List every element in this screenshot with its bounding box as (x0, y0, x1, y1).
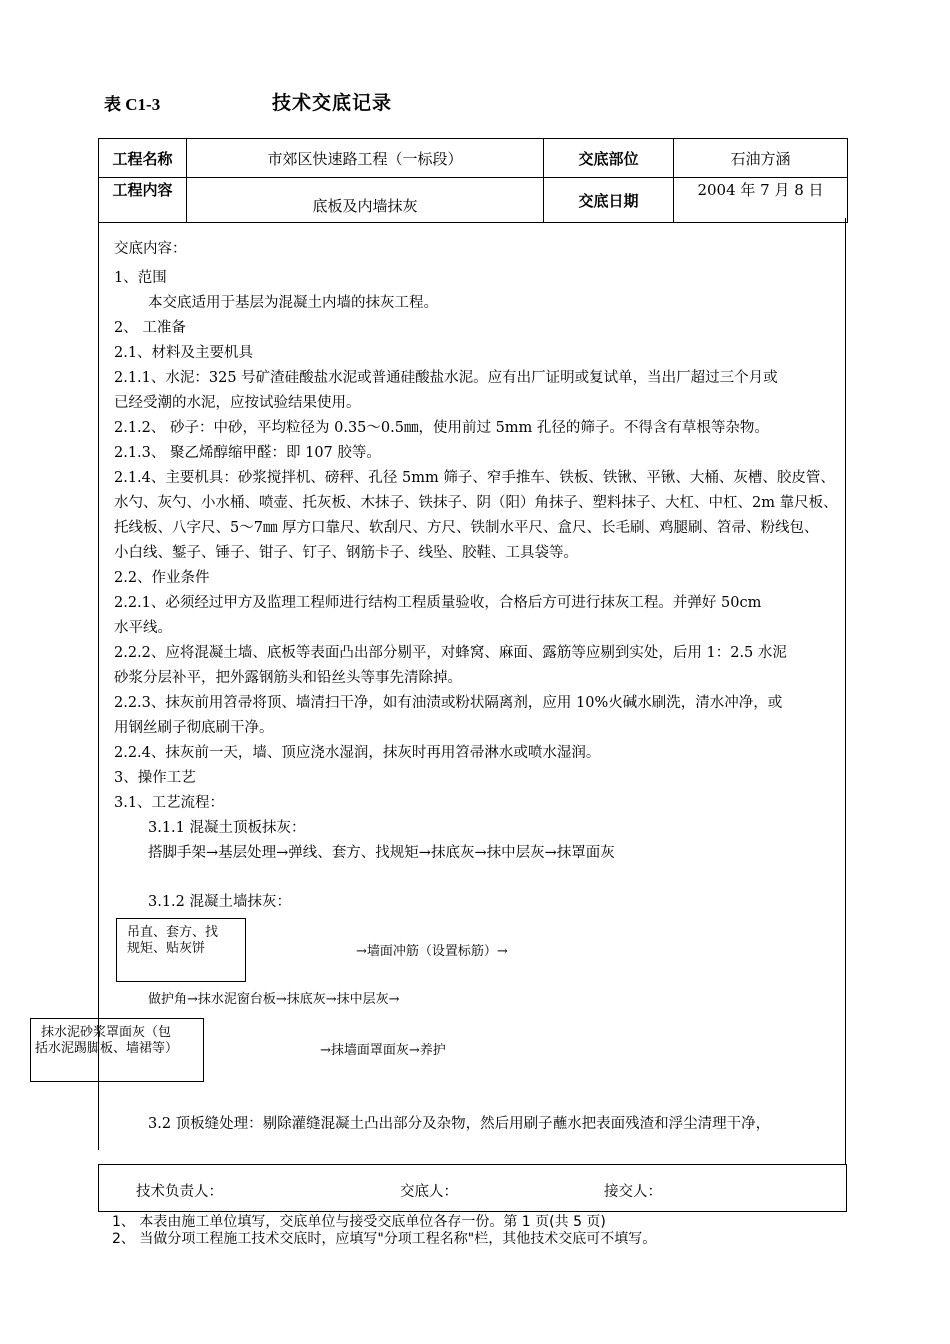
body-line: 搭脚手架→基层处理→弹线、套方、找规矩→抹底灰→抹中层灰→抹罩面灰 (148, 845, 615, 861)
date-value: 2004 年 7 月 8 日 (674, 178, 848, 223)
project-name-value: 市郊区快速路工程（一标段） (187, 139, 544, 178)
flow-box-text: 括水泥踢脚板、墙裙等） (35, 1041, 179, 1056)
flow-step: →抹墙面罩面灰→养护 (320, 1043, 446, 1058)
flow-box-text: 吊直、套方、找 (127, 925, 219, 940)
content-label: 工程内容 (99, 178, 187, 223)
body-line: 2.2.2、应将混凝土墙、底板等表面凸出部分剔平，对蜂窝、麻面、露筋等应剔到实处，后用 1：2.5 水泥 (114, 645, 787, 661)
body-line: 水勺、灰勺、小水桶、喷壶、托灰板、木抹子、铁抹子、阴（阳）角抹子、塑料抹子、大杠、中杠、2m 靠尺板、 (114, 495, 838, 511)
body-line: 砂浆分层补平，把外露钢筋头和铅丝头等事先清除掉。 (114, 670, 462, 686)
body-line: 2、 工准备 (114, 320, 186, 336)
receiver-signature: 接交人： (604, 1184, 662, 1200)
body-line: 用钢丝刷子彻底刷干净。 (114, 720, 274, 736)
footnote: 1、 本表由施工单位填写，交底单位与接受交底单位各存一份。第 1 页(共 5 页) (112, 1214, 606, 1230)
tech-lead-signature: 技术负责人： (136, 1184, 223, 1200)
info-table (98, 138, 848, 223)
body-line: 2.2.1、必须经过甲方及监理工程师进行结构工程质量验收，合格后方可进行抹灰工程。并弹好 50cm (114, 595, 762, 611)
body-line: 3.1.1 混凝土顶板抹灰： (148, 820, 306, 836)
content-value: 底板及内墙抹灰 (187, 178, 544, 223)
location-label: 交底部位 (544, 139, 674, 178)
flow-step: →墙面冲筋（设置标筋）→ (356, 944, 508, 959)
body-line: 3.1、工艺流程： (114, 795, 225, 811)
frame-right-border (845, 218, 846, 1164)
date-label: 交底日期 (544, 178, 674, 223)
body-line: 3、操作工艺 (114, 770, 196, 786)
body-line: 交底内容： (114, 241, 187, 257)
body-line: 1、范围 (114, 270, 167, 286)
body-line: 2.2.3、抹灰前用笤帚将顶、墙清扫干净，如有油渍或粉状隔离剂，应用 10%火碱水刷洗，清水冲净，或 (114, 695, 783, 711)
body-line: 3.2 顶板缝处理：剔除灌缝混凝土凸出部分及杂物，然后用刷子蘸水把表面残渣和浮尘清理干净， (148, 1116, 771, 1132)
body-line: 2.1.2、 砂子：中砂，平均粒径为 0.35～0.5㎜，使用前过 5mm 孔径的筛子。不得含有草根等杂物。 (114, 420, 769, 436)
body-line: 本交底适用于基层为混凝土内墙的抹灰工程。 (148, 295, 438, 311)
body-line: 2.1.3、 聚乙烯醇缩甲醛：即 107 胶等。 (114, 445, 381, 461)
body-line: 已经受潮的水泥，应按试验结果使用。 (114, 395, 361, 411)
location-value: 石油方涵 (674, 139, 848, 178)
body-line: 2.2、作业条件 (114, 570, 210, 586)
project-name-label: 工程名称 (99, 139, 187, 178)
body-line: 水平线。 (114, 620, 172, 636)
body-line: 2.1.1、水泥：325 号矿渣硅酸盐水泥或普通硅酸盐水泥。应有出厂证明或复试单，当出厂超过三个月或 (114, 370, 778, 386)
page-title: 技术交底记录 (272, 92, 393, 114)
discloser-signature: 交底人： (400, 1184, 458, 1200)
flow-box-finish-coat (30, 1018, 204, 1082)
frame-left-border (98, 218, 99, 1150)
body-line: 小白线、錾子、锤子、钳子、钉子、钢筋卡子、线坠、胶鞋、工具袋等。 (114, 545, 578, 561)
body-line: 2.2.4、抹灰前一天，墙、顶应浇水湿润，抹灰时再用笤帚淋水或喷水湿润。 (114, 745, 601, 761)
flow-step: 做护角→抹水泥窗台板→抹底灰→抹中层灰→ (148, 992, 400, 1007)
flow-box-plumb (116, 918, 246, 982)
form-code: 表 C1-3 (104, 95, 161, 114)
body-line: 2.1、材料及主要机具 (114, 345, 254, 361)
footnote: 2、 当做分项工程施工技术交底时，应填写"分项工程名称"栏，其他技术交底可不填写。 (112, 1231, 657, 1247)
flow-box-text: 抹水泥砂浆罩面灰（包 (41, 1025, 172, 1040)
body-line: 2.1.4、主要机具：砂浆搅拌机、磅秤、孔径 5mm 筛子、窄手推车、铁板、铁锹、平锹、大桶、灰槽、胶皮管、 (114, 470, 835, 486)
body-line: 托线板、八字尺、5～7㎜ 厚方口靠尺、软刮尺、方尺、铁制水平尺、盒尺、长毛刷、鸡腿刷、笤帚、粉线包、 (114, 520, 819, 536)
flow-box-text: 规矩、贴灰饼 (127, 941, 206, 956)
body-line: 3.1.2 混凝土墙抹灰： (148, 894, 292, 910)
